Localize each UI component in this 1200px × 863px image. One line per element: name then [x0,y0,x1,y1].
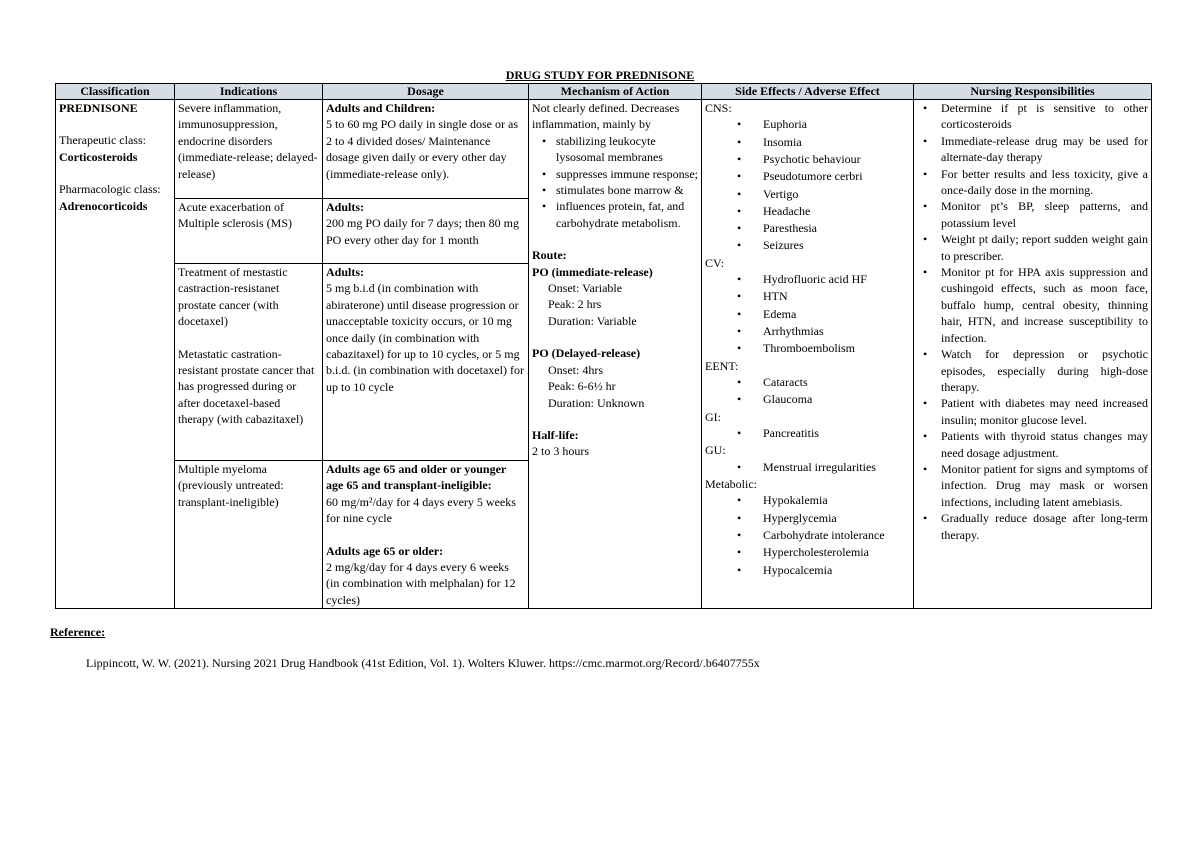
nursing-list [917,100,1148,543]
list-item: • Hypercholesterolemia [763,544,910,561]
header-mechanism: Mechanism of Action [529,84,702,100]
nursing-cell [914,100,1152,609]
indication-text: Treatment of mestastic castraction-resistanet prostate cancer (with docetaxel) [178,265,288,329]
header-side-effects: Side Effects / Adverse Effect [702,84,914,100]
dosage-heading: Adults: [326,200,365,214]
route-label: Route: [532,248,567,263]
dosage-text: 5 to 60 mg PO daily in single dose or as 2 to 4 divided doses/ Maintenance dosage given daily or every other day (immediate-release only). [326,117,518,181]
dosage-text: 60 mg/m²/day for 4 days every 5 weeks for nine cycle [326,494,516,526]
side-effects-cell [702,100,914,609]
dosage-text: 5 mg b.i.d (in combination with abiraterone) until disease progression or unacceptable toxicity occurs, or 10 mg once daily (in combination with cabazitaxel) for up to 10 cycles, or 5 mg b.i.d. (in combination with docetaxel) for up to 10 cycle [326,281,524,394]
list-item: • Hyperglycemia [763,510,910,527]
metabolic-list [705,492,910,578]
cv-list [705,271,910,357]
dosage-heading: Adults age 65 or older: [326,543,444,558]
eent-list [705,374,910,409]
indication-cell: Multiple myeloma (previously untreated: transplant-ineligible) [175,461,323,609]
po-delayed-duration: Duration: Unknown [548,395,645,410]
half-life-label: Half-life: [532,427,579,442]
dosage-heading: Adults age 65 and older or younger age 65 and transplant-ineligible: [326,462,507,493]
dosage-cell [323,461,529,609]
list-item: • Vertigo [763,186,910,203]
list-item: • stabilizing leukocyte lysosomal membranes [556,133,698,166]
po-immediate-onset: Onset: Variable [548,281,623,296]
drug-study-table [55,83,1152,609]
indication-cell [175,264,323,461]
list-item: • Hypocalcemia [763,562,910,579]
list-item: • Glaucoma [763,391,910,408]
list-item: • stimulates bone marrow & [556,182,698,198]
therapeutic-label: Therapeutic class: [59,133,146,148]
header-nursing: Nursing Responsibilities [914,84,1152,100]
reference-text: Lippincott, W. W. (2021). Nursing 2021 Drug Handbook (41st Edition, Vol. 1). Wolters Kluwer. https://cmc.marmot.org/Record/.b6407755x [86,656,760,670]
list-item: • Psychotic behaviour [763,151,910,168]
list-item: • Cataracts [763,374,910,391]
list-item: • Hydrofluoric acid HF [763,271,910,288]
header-row [56,84,1152,100]
dosage-cell [323,100,529,199]
page-title: DRUG STUDY FOR PREDNISONE [505,68,695,82]
list-item: • Monitor pt’s BP, sleep patterns, and potassium level [941,198,1148,231]
list-item: • Edema [763,306,910,323]
po-delayed-peak: Peak: 6-6½ hr [548,379,616,394]
mechanism-list [532,133,698,231]
dosage-heading: Adults and Children: [326,101,436,115]
reference-heading: Reference: [50,625,106,639]
drug-name: PREDNISONE [59,101,138,115]
gi-list [705,425,910,442]
list-item: • Patient with diabetes may need increased insulin; monitor glucose level. [941,395,1148,428]
therapeutic-value: Corticosteroids [59,149,138,164]
header-classification: Classification [56,84,175,100]
list-item: • Monitor pt for HPA axis suppression and cushingoid effects, such as moon face, buffalo hump, central obesity, thinning hair, HTN, and increase susceptibility to infection. [941,264,1148,346]
half-life-value: 2 to 3 hours [532,444,589,459]
cns-label: CNS: [705,101,732,115]
list-item: • Paresthesia [763,220,910,237]
list-item: • Watch for depression or psychotic episodes, especially during high-dose therapy. [941,346,1148,395]
indication-text: Metastatic castration-resistant prostate cancer that has progressed during or after docetaxel-based therapy (with cabazitaxel) [178,346,315,427]
header-dosage: Dosage [323,84,529,100]
list-item: • Gradually reduce dosage after long-term therapy. [941,510,1148,543]
dosage-text: 2 mg/kg/day for 4 days every 6 weeks (in combination with melphalan) for 12 cycles) [326,560,516,607]
list-item: • Pseudotumore cerbri [763,168,910,185]
list-item: • Monitor patient for signs and symptoms of infection. Drug may mask or worsen infections, including latent amebiasis. [941,461,1148,510]
list-item: • Hypokalemia [763,492,910,509]
mechanism-cell [529,100,702,609]
dosage-cell [323,199,529,264]
classification-cell [56,100,175,609]
cv-label: CV: [705,255,725,270]
list-item: • Headache [763,203,910,220]
pharmacologic-label: Pharmacologic class: [59,182,161,197]
list-item: • Immediate-release drug may be used for alternate-day therapy [941,133,1148,166]
list-item: • Insomia [763,134,910,151]
cns-list [705,116,910,254]
list-item: • Euphoria [763,116,910,133]
pharmacologic-value: Adrenocorticoids [59,198,148,213]
list-item: • Patients with thyroid status changes may need dosage adjustment. [941,428,1148,461]
list-item: • Thromboembolism [763,340,910,357]
header-indications: Indications [175,84,323,100]
list-item: • Pancreatitis [763,425,910,442]
list-item: • For better results and less toxicity, give a once-daily dose in the morning. [941,166,1148,199]
eent-label: EENT: [705,358,739,373]
table-row [56,100,1152,199]
list-item: • Weight pt daily; report sudden weight gain to prescriber. [941,231,1148,264]
metabolic-label: Metabolic: [705,477,757,492]
list-item: • HTN [763,288,910,305]
po-immediate-duration: Duration: Variable [548,313,637,328]
indication-cell: Acute exacerbation of Multiple sclerosis (MS) [175,199,323,264]
gu-list [705,459,910,476]
indication-cell: Severe inflammation, immunosuppression, endocrine disorders (immediate-release; delayed-release) [175,100,323,199]
list-item: • Arrhythmias [763,323,910,340]
list-item: • Seizures [763,237,910,254]
list-item: • Menstrual irregularities [763,459,910,476]
dosage-text: 200 mg PO daily for 7 days; then 80 mg PO every other day for 1 month [326,216,519,247]
gi-label: GI: [705,409,721,424]
dosage-cell [323,264,529,461]
po-delayed-onset: Onset: 4hrs [548,362,603,377]
po-delayed-label: PO (Delayed-release) [532,346,641,361]
list-item: • influences protein, fat, and carbohydrate metabolism. [556,198,698,231]
po-immediate-peak: Peak: 2 hrs [548,297,602,312]
mechanism-intro: Not clearly defined. Decreases inflammation, mainly by [532,101,680,132]
dosage-heading: Adults: [326,265,365,279]
list-item: • Carbohydrate intolerance [763,527,910,544]
list-item: • Determine if pt is sensitive to other corticosteroids [941,100,1148,133]
gu-label: GU: [705,443,726,458]
po-immediate-label: PO (immediate-release) [532,264,653,279]
list-item: • suppresses immune response; [556,166,698,182]
